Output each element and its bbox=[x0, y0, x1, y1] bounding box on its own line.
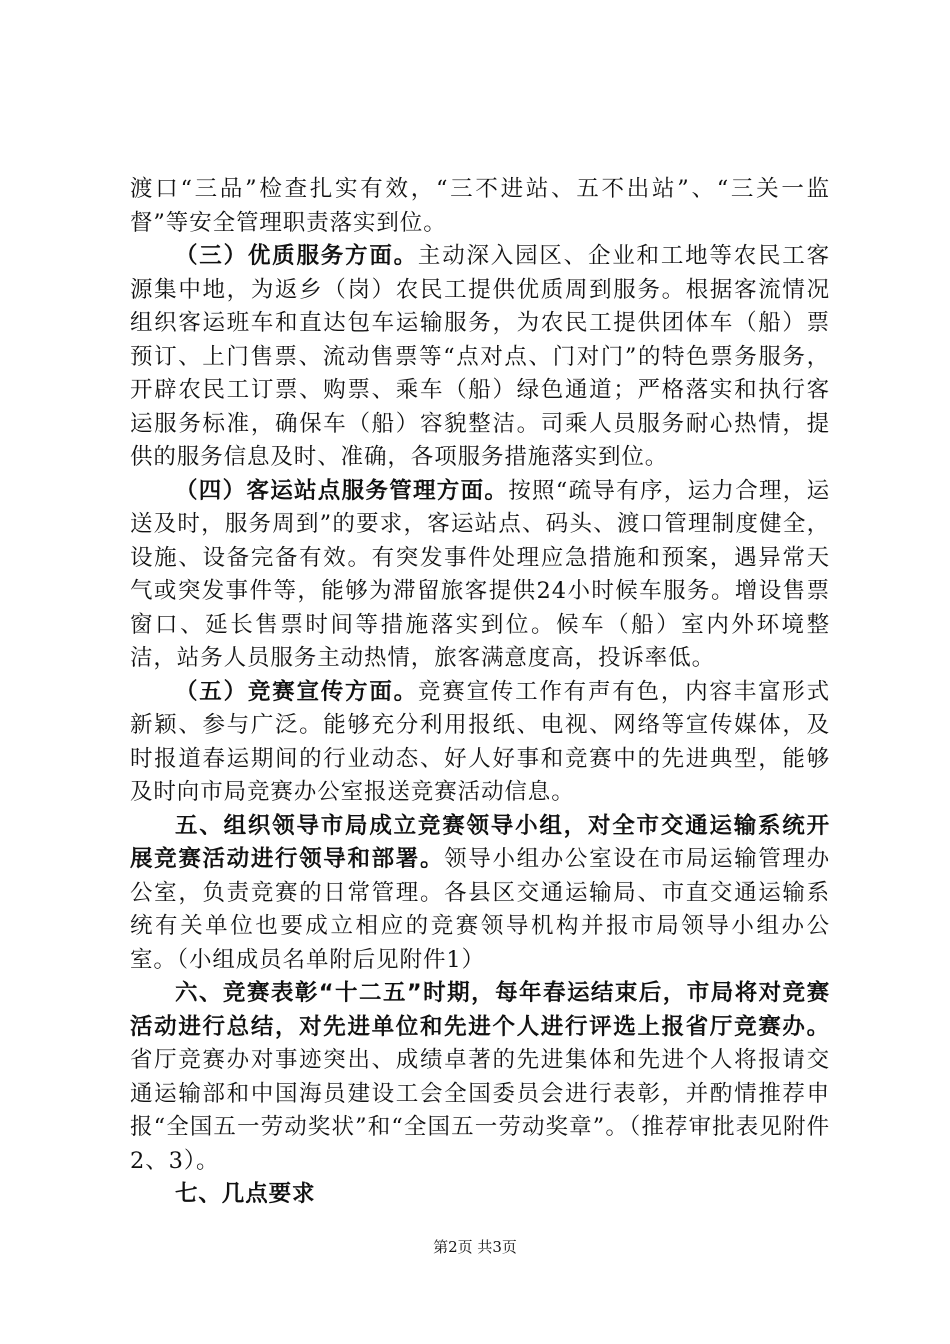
paragraph-text: 领导小组办公室设在市局运输管理办公室，负责竞赛的日常管理。各县区交通运输局、市直交通运输系统有关单位也要成立相应的竞赛领导机构并报市局领导小组办公室。（小组成员名单附后见附件1） bbox=[130, 846, 831, 973]
paragraph-heading: （四）客运站点服务管理方面。 bbox=[175, 477, 509, 504]
paragraph-3 bbox=[130, 475, 830, 676]
document-body bbox=[130, 173, 830, 1212]
paragraph-heading: 五、组织领导市局成立竞赛领导小组，对全市交通运输系统开展竞赛活动进行领导和部署。 bbox=[130, 812, 830, 872]
paragraph-6 bbox=[130, 977, 830, 1178]
paragraph-1 bbox=[130, 173, 830, 240]
paragraph-5 bbox=[130, 810, 830, 978]
paragraph-7 bbox=[130, 1178, 830, 1212]
paragraph-text: 主动深入园区、企业和工地等农民工客源集中地，为返乡（岗）农民工提供优质周到服务。根据客流情况组织客运班车和直达包车运输服务，为农民工提供团体车（船）票预订、上门售票、流动售票等“点对点、门对门”的特色票务服务，开辟农民工订票、购票、乘车（船）绿色通道；严格落实和执行客运服务标准，确保车（船）容貌整洁。司乘人员服务耐心热情，提供的服务信息及时、准确，各项服务措施落实到位。 bbox=[130, 243, 830, 470]
paragraph-heading: 六、竞赛表彰“十二五”时期，每年春运结束后，市局将对竞赛活动进行总结，对先进单位和先进个人进行评选上报省厅竞赛办。 bbox=[130, 980, 830, 1040]
paragraph-heading: 七、几点要求 bbox=[175, 1181, 316, 1207]
page-footer bbox=[0, 1236, 950, 1257]
paragraph-text: 渡口“三品”检查扎实有效，“三不进站、五不出站”、“三关一监督”等安全管理职责落实到位。 bbox=[130, 176, 830, 236]
paragraph-heading: （三）优质服务方面。 bbox=[175, 243, 418, 269]
paragraph-2 bbox=[130, 240, 830, 475]
page-number: 第2页 共3页 bbox=[433, 1238, 517, 1256]
paragraph-text: 按照“疏导有序，运力合理，运送及时，服务周到”的要求，客运站点、码头、渡口管理制度健全，设施、设备完备有效。有突发事件处理应急措施和预案，遇异常天气或突发事件等，能够为滞留旅客提供24小时候车服务。增设售票窗口、延长售票时间等措施落实到位。候车（船）室内外环境整洁，站务人员服务主动热情，旅客满意度高，投诉率低。 bbox=[130, 477, 830, 671]
paragraph-text: 省厅竞赛办对事迹突出、成绩卓著的先进集体和先进个人将报请交通运输部和中国海员建设工会全国委员会进行表彰，并酌情推荐申报“全国五一劳动奖状”和“全国五一劳动奖章”。（推荐审批表见附件2、3）。 bbox=[130, 1047, 830, 1174]
paragraph-text: 竞赛宣传工作有声有色，内容丰富形式新颖、参与广泛。能够充分利用报纸、电视、网络等宣传媒体，及时报道春运期间的行业动态、好人好事和竞赛中的先进典型，能够及时向市局竞赛办公室报送竞赛活动信息。 bbox=[130, 678, 830, 805]
paragraph-4 bbox=[130, 676, 830, 810]
paragraph-heading: （五）竞赛宣传方面。 bbox=[175, 678, 418, 705]
